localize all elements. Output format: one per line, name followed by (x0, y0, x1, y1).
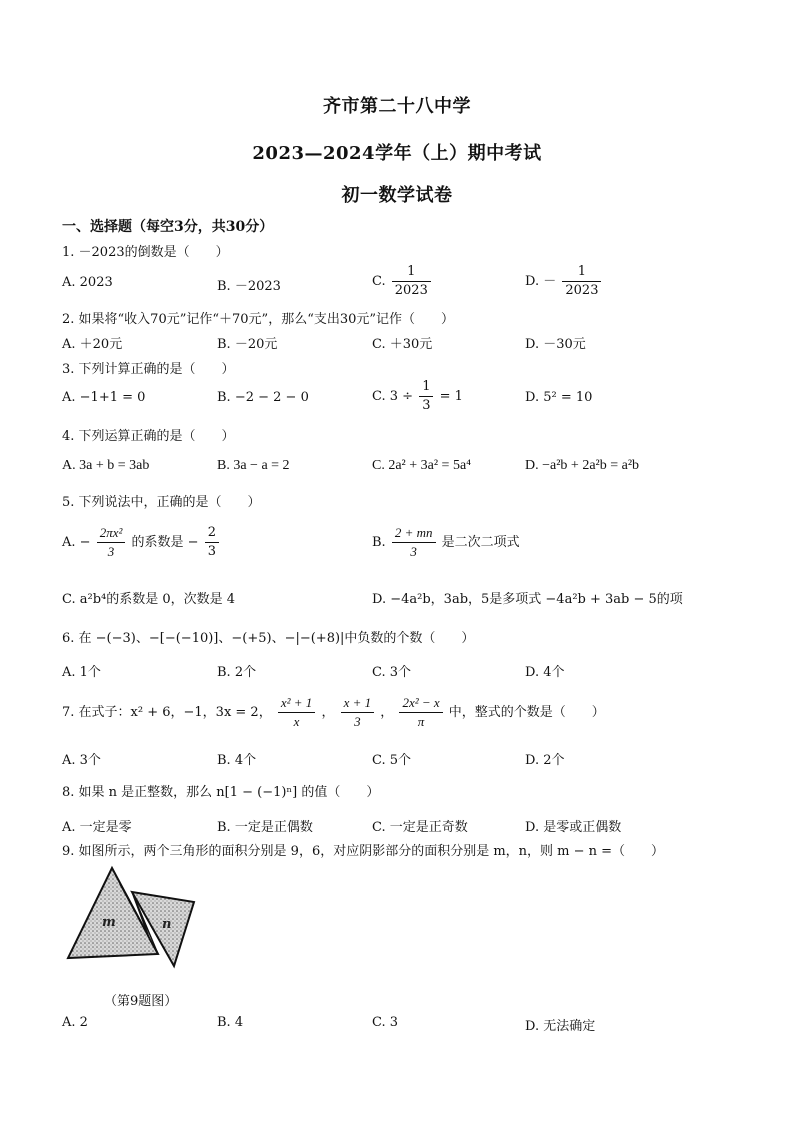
q8-option-d: D. 是零或正偶数 (525, 820, 622, 835)
q1-option-c: C. $\frac{1}{2023}$ (372, 263, 433, 300)
q5-option-d: D. −4a²b，3ab，5是多项式 −4a²b + 3ab − 5的项 (372, 592, 683, 607)
q7-fraction-2: $\frac{x + 1}{3}$ (341, 694, 375, 731)
q9-stem: 9. 如图所示，两个三角形的面积分别是 9，6，对应阴影部分的面积分别是 m，n，则 m − n =（ ） (62, 844, 665, 859)
section-heading: 一、选择题（每空3分，共30分） (62, 219, 274, 235)
q5-option-a: A. − $\frac{\text{2πx²}}{3}$ 的系数是 − $\frac{2}{3}$ (62, 524, 221, 561)
q9-option-b: B. 4 (217, 1015, 244, 1030)
q1-option-d: D. － $\frac{1}{2023}$ (525, 263, 603, 300)
q4-option-d: D. −a²b + 2a²b = a²b (525, 458, 640, 473)
q1-option-b: B. －2023 (217, 279, 281, 294)
label-n: n (162, 917, 172, 932)
q4-option-b: B. 3a − a = 2 (217, 458, 290, 473)
q6-option-b: B. 2个 (217, 665, 257, 680)
q8-stem: 8. 如果 n 是正整数，那么 n[1 − (−1)ⁿ] 的值（ ） (62, 785, 380, 800)
q5-stem: 5. 下列说法中，正确的是（ ） (62, 495, 261, 510)
exam-title: 2023—2024学年（上）期中考试 (252, 143, 542, 164)
q2-option-b: B. －20元 (217, 337, 278, 352)
q8-option-b: B. 一定是正偶数 (217, 820, 313, 835)
q2-stem: 2. 如果将“收入70元”记作“＋70元”，那么“支出30元”记作（ ） (62, 312, 455, 327)
q5-option-b: B. $\frac{2 + mn}{3}$ 是二次二项式 (372, 525, 520, 559)
q3-option-d: D. 5² = 10 (525, 390, 593, 405)
q6-stem: 6. 在 −(−3)、−[−(−10)]、−(+5)、−|−(+8)|中负数的个数（ ） (62, 631, 475, 646)
subject-title: 初一数学试卷 (341, 185, 453, 206)
q5-a-fraction2: $\frac{2}{3}$ (205, 524, 219, 561)
q7-option-a: A. 3个 (62, 753, 101, 768)
q9-option-c: C. 3 (372, 1015, 399, 1030)
q9-triangles-figure (64, 862, 198, 980)
q7-fraction-3: $\frac{\text{2x² − x}}{\pi}$ (399, 694, 442, 731)
q7-option-b: B. 4个 (217, 753, 257, 768)
q1-d-fraction: $\frac{1}{2023}$ (562, 263, 601, 300)
q6-option-c: C. 3个 (372, 665, 412, 680)
school-title: 齐市第二十八中学 (323, 96, 471, 117)
q9-option-a: A. 2 (62, 1015, 88, 1030)
q4-option-a: A. 3a + b = 3ab (62, 458, 150, 473)
q3-option-a: A. −1+1 = 0 (62, 390, 146, 405)
q7-fraction-1: $\frac{\text{x² + 1}}{x}$ (278, 694, 315, 731)
q7-stem: 7. 在式子：x² + 6，−1，3x = 2， $\frac{\text{x² + 1}}{x}$ ， $\frac{x + 1}{3}$ ， $\frac{\text{2x² − x}}{\pi}$ 中，整式的个数是（ ） (62, 695, 605, 729)
q2-option-c: C. ＋30元 (372, 337, 433, 352)
q7-option-d: D. 2个 (525, 753, 565, 768)
q3-option-c: C. 3 ÷ $\frac{1}{3}$ = 1 (372, 379, 463, 413)
q9-figure-caption: （第9题图） (104, 994, 178, 1009)
q2-option-a: A. ＋20元 (62, 337, 123, 352)
q7-option-c: C. 5个 (372, 753, 412, 768)
q4-option-c: C. 2a² + 3a² = 5a⁴ (372, 458, 472, 473)
q1-c-fraction: $\frac{1}{2023}$ (392, 263, 431, 300)
q2-option-d: D. －30元 (525, 337, 586, 352)
q3-c-fraction: $\frac{1}{3}$ (419, 378, 433, 415)
q5-b-fraction: $\frac{2 + mn}{3}$ (392, 524, 436, 561)
q6-option-d: D. 4个 (525, 665, 565, 680)
q8-option-a: A. 一定是零 (62, 820, 132, 835)
q1-stem: 1. －2023的倒数是（ ） (62, 245, 229, 260)
q3-stem: 3. 下列计算正确的是（ ） (62, 362, 235, 377)
q1-option-a: A. 2023 (62, 275, 113, 290)
q5-option-c: C. a²b⁴的系数是 0，次数是 4 (62, 592, 236, 607)
q4-stem: 4. 下列运算正确的是（ ） (62, 429, 235, 444)
q9-option-d: D. 无法确定 (525, 1019, 596, 1034)
label-m: m (102, 915, 116, 930)
q5-a-fraction: $\frac{\text{2πx²}}{3}$ (97, 524, 126, 561)
q6-option-a: A. 1个 (62, 665, 101, 680)
q3-option-b: B. −2 − 2 − 0 (217, 390, 309, 405)
q8-option-c: C. 一定是正奇数 (372, 820, 468, 835)
